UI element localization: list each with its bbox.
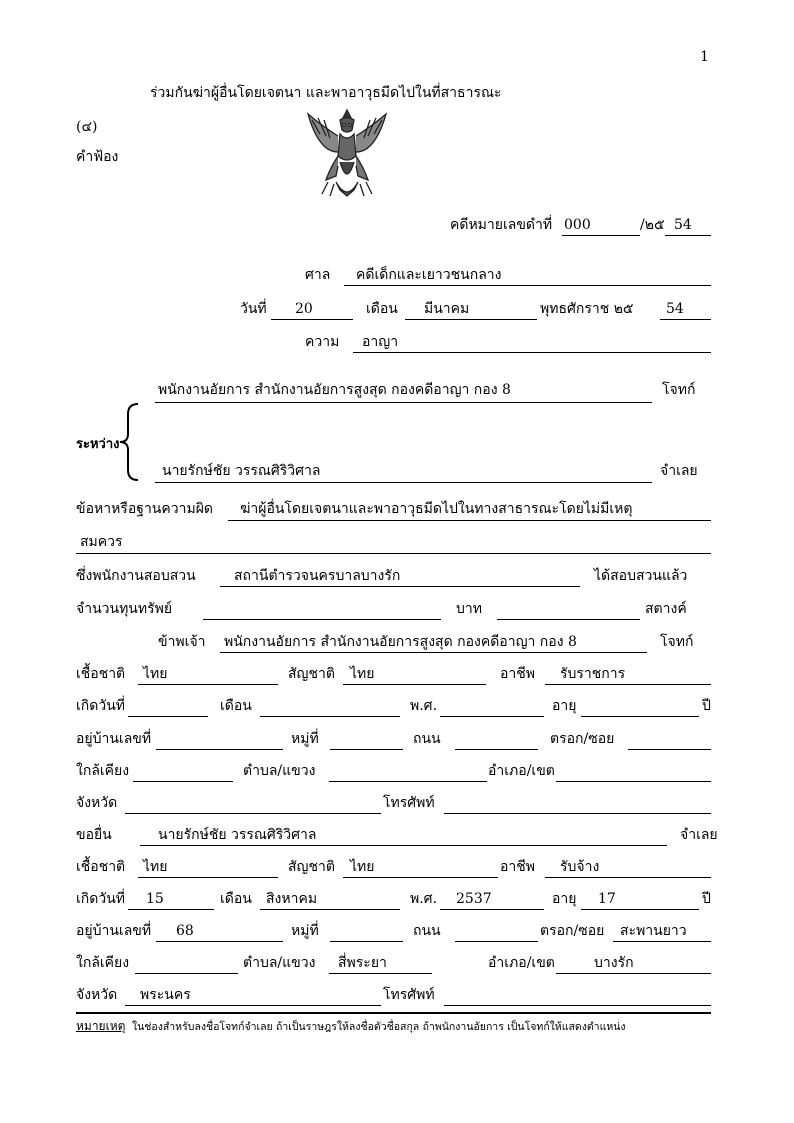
defendant-occupation-value[interactable]: รับจ้าง (560, 859, 600, 875)
plaintiff-role: โจทก์ (662, 382, 696, 398)
offense-label: ข้อหาหรือฐานความผิด (76, 501, 213, 517)
defendant-role: จำเลย (660, 463, 698, 479)
page-number: 1 (700, 49, 709, 65)
court-value[interactable]: คดีเด็กและเยาวชนกลาง (356, 267, 502, 283)
plaintiff-nationality-value[interactable]: ไทย (350, 666, 375, 682)
footnote-label: หมายเหตุ (76, 1019, 126, 1033)
plaintiff-be-label: พ.ศ. (410, 698, 438, 714)
matter-label: ความ (305, 334, 340, 350)
brace-icon (118, 402, 142, 482)
plaintiff-occupation-value[interactable]: รับราชการ (560, 666, 626, 682)
plaintiff-age-label: อายุ (552, 698, 577, 714)
defendant-race-label: เชื้อชาติ (76, 859, 126, 875)
defendant-be-label: พ.ศ. (410, 891, 438, 907)
investigator-station[interactable]: สถานีตำรวจนครบาลบางรัก (234, 568, 401, 584)
plaintiff-i-label: ข้าพเจ้า (158, 634, 206, 650)
document-title: ร่วมกันฆ่าผู้อื่นโดยเจตนา และพาอาวุธมีดไปในที่สาธารณะ (150, 85, 502, 101)
investigated-suffix: ได้สอบสวนแล้ว (594, 568, 688, 584)
between-label: ระหว่าง (76, 437, 120, 452)
form-name: คำฟ้อง (76, 149, 119, 165)
defendant-birthmonth-label: เดือน (220, 891, 252, 907)
defendant-province-value[interactable]: พระนคร (140, 987, 191, 1003)
plaintiff-moo-label: หมู่ที่ (291, 731, 319, 747)
defendant-sue-label: ขอยื่น (76, 827, 112, 843)
defendant-birthmonth-value[interactable]: สิงหาคม (266, 891, 318, 907)
defendant-moo-label: หมู่ที่ (291, 923, 319, 939)
court-label: ศาล (305, 267, 331, 283)
plaintiff-road-label: ถนน (413, 731, 441, 747)
defendant-tambon-label: ตำบล/แขวง (243, 955, 316, 971)
defendant-amphoe-label: อำเภอ/เขต (488, 955, 555, 971)
defendant-road-label: ถนน (413, 923, 441, 939)
plaintiff-tambon-label: ตำบล/แขวง (243, 763, 316, 779)
case-number-label: คดีหมายเลขดำที่ (450, 217, 553, 233)
date-day-label: วันที่ (240, 301, 267, 317)
investigator-label: ซึ่งพนักงานสอบสวน (76, 568, 196, 584)
defendant-birthday-value[interactable]: 15 (146, 891, 164, 907)
date-be-value[interactable]: 54 (666, 301, 684, 317)
plaintiff-amphoe-label: อำเภอ/เขต (488, 763, 555, 779)
plaintiff-year-unit: ปี (702, 698, 711, 714)
plaintiff-birthmonth-label: เดือน (220, 698, 252, 714)
plaintiff-occupation-label: อาชีพ (500, 666, 535, 682)
date-day-value[interactable]: 20 (295, 301, 313, 317)
defendant-phone-label: โทรศัพท์ (383, 987, 435, 1003)
baht-label: บาท (456, 601, 482, 617)
plaintiff-birthday-label: เกิดวันที่ (76, 698, 126, 714)
defendant-province-label: จังหวัด (76, 987, 118, 1003)
plaintiff-soi-label: ตรอก/ซอย (550, 731, 615, 747)
defendant-birthday-label: เกิดวันที่ (76, 891, 126, 907)
date-month-value[interactable]: มีนาคม (424, 301, 470, 317)
defendant-occupation-label: อาชีพ (500, 859, 535, 875)
satang-label: สตางค์ (645, 601, 687, 617)
date-be-label: พุทธศักราช ๒๕ (540, 301, 634, 317)
footnote-text: ในช่องสำหรับลงชื่อโจทก์จำเลย ถ้าเป็นราษฎรให้ลงชื่อตัวชื่อสกุล ถ้าพนักงานอัยการ เป็นโจทก์ให้แสดงตำแหน่ง (132, 1021, 626, 1033)
defendant-race-value[interactable]: ไทย (143, 859, 168, 875)
defendant-nationality-label: สัญชาติ (288, 859, 335, 875)
plaintiff-race-label: เชื้อชาติ (76, 666, 126, 682)
plaintiff-near-label: ใกล้เคียง (76, 763, 130, 779)
case-number-value[interactable]: 000 (564, 217, 591, 233)
plaintiff-house-label: อยู่บ้านเลขที่ (76, 731, 152, 747)
defendant-amphoe-value[interactable]: บางรัก (594, 955, 634, 971)
date-month-label: เดือน (366, 301, 398, 317)
plaintiff-info-role: โจทก์ (660, 634, 694, 650)
defendant-tambon-value[interactable]: สี่พระยา (338, 955, 387, 971)
form-number: (๔) (76, 119, 98, 135)
case-year-value[interactable]: 54 (674, 217, 692, 233)
garuda-emblem-icon (300, 106, 394, 202)
case-year-prefix: /๒๕ (640, 217, 665, 233)
plaintiff-name[interactable]: พนักงานอัยการ สำนักงานอัยการสูงสุด กองคดีอาญา กอง 8 (158, 382, 511, 398)
defendant-house-value[interactable]: 68 (176, 923, 194, 939)
matter-value[interactable]: อาญา (362, 334, 399, 350)
defendant-name[interactable]: นายรักษ์ชัย วรรณศิริวิศาล (162, 463, 321, 479)
capital-label: จำนวนทุนทรัพย์ (76, 601, 173, 617)
defendant-info-role: จำเลย (680, 827, 718, 843)
defendant-near-label: ใกล้เคียง (76, 955, 130, 971)
plaintiff-province-label: จังหวัด (76, 795, 118, 811)
offense-text-line2[interactable]: สมควร (80, 534, 123, 550)
offense-text-line1[interactable]: ฆ่าผู้อื่นโดยเจตนาและพาอาวุธมีดไปในทางสาธารณะโดยไม่มีเหตุ (240, 501, 633, 517)
plaintiff-nationality-label: สัญชาติ (288, 666, 335, 682)
defendant-nationality-value[interactable]: ไทย (350, 859, 375, 875)
defendant-info-name[interactable]: นายรักษ์ชัย วรรณศิริวิศาล (158, 827, 317, 843)
defendant-year-unit: ปี (702, 891, 711, 907)
defendant-age-value[interactable]: 17 (598, 891, 616, 907)
defendant-be-value[interactable]: 2537 (456, 891, 492, 907)
plaintiff-info-name[interactable]: พนักงานอัยการ สำนักงานอัยการสูงสุด กองคดีอาญา กอง 8 (224, 634, 577, 650)
plaintiff-race-value[interactable]: ไทย (143, 666, 168, 682)
defendant-soi-value[interactable]: สะพานยาว (620, 923, 687, 939)
defendant-soi-label: ตรอก/ซอย (540, 923, 605, 939)
defendant-age-label: อายุ (552, 891, 577, 907)
plaintiff-phone-label: โทรศัพท์ (383, 795, 435, 811)
defendant-house-label: อยู่บ้านเลขที่ (76, 923, 152, 939)
